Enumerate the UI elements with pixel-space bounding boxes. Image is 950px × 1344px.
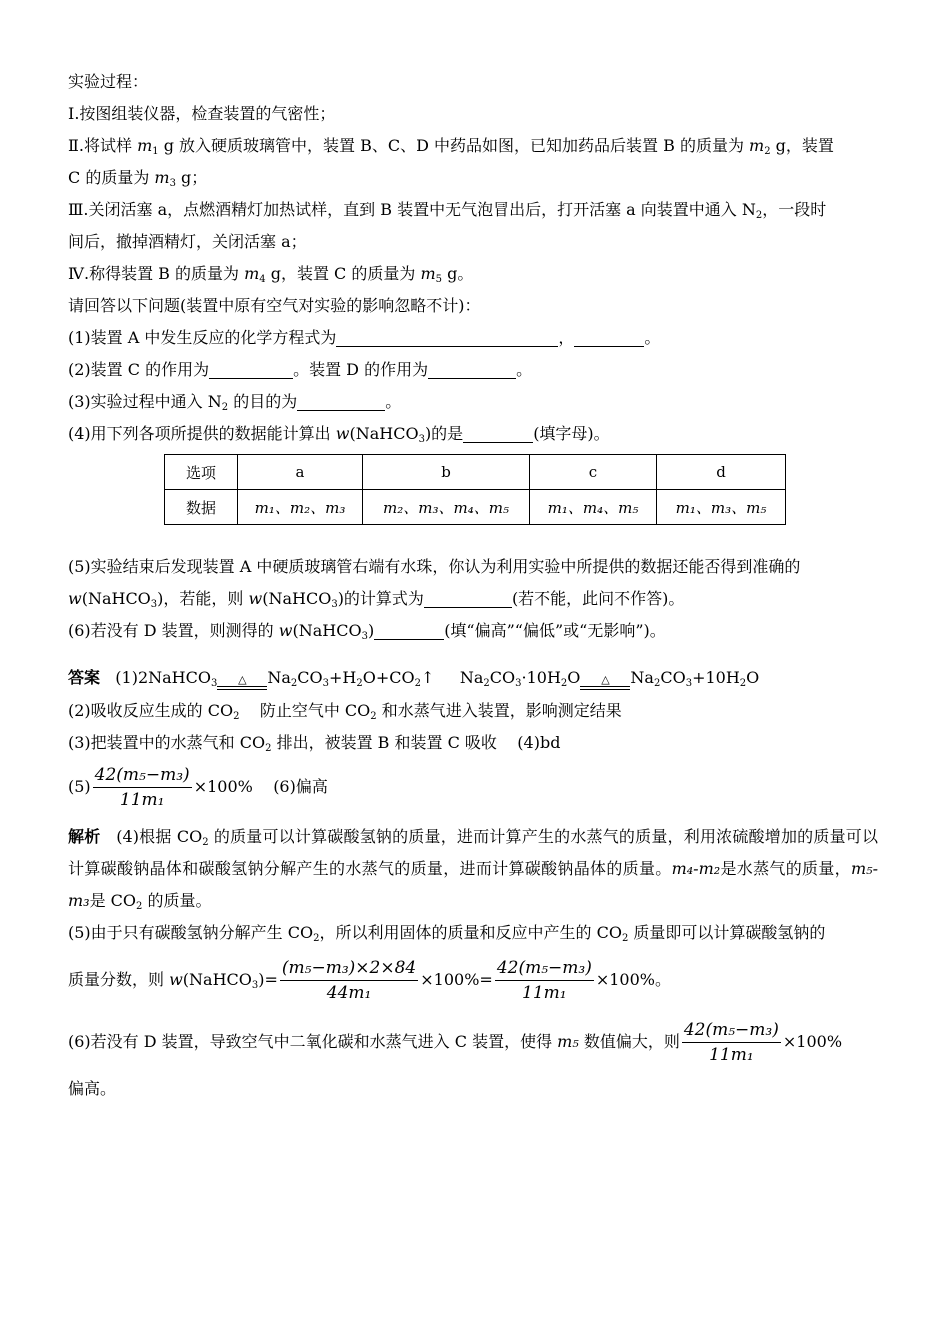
answer-blank (428, 360, 516, 379)
table-cell: m₁、m₃、m₅ (657, 490, 786, 525)
answer-blank (574, 328, 644, 347)
procedure-step-3: Ⅲ.关闭活塞 a，点燃酒精灯加热试样，直到 B 装置中无气泡冒出后，打开活塞 a 向装置中通入 $N_2$，一段时 (68, 200, 827, 221)
procedure-step-1: Ⅰ.按图组装仪器，检查装置的气密性； (68, 104, 336, 123)
question-2: (2)装置 C 的作用为 。装置 D 的作用为 。 (68, 360, 533, 379)
fraction: $\frac{\text{42(m₅−m₃)}}{\text{11m₁}}$ (683, 1020, 779, 1065)
fraction: $\frac{\text{42(m₅−m₃)}}{\text{11m₁}}$ (496, 958, 592, 1003)
answer-blank (374, 621, 444, 640)
answer-1: 答案 (1)2NaHCO$_3$ △ $Na_2CO_3+H_2O+CO_2↑$ $Na_2CO_3\cdot 10H_2O$ △ $Na_2CO_3+10H_2O$ (68, 668, 760, 689)
heat-condition-sign: △ (217, 674, 267, 690)
table-header-cell: c (530, 455, 657, 490)
analysis-4: 解析 (4)根据 $CO_2$ 的质量可以计算碳酸氢钠的质量，进而计算产生的水蒸气的质量，利用浓硫酸增加的质量可以计算碳酸钠晶体和碳酸氢钠分解产生的水蒸气的质量，进而计算碳酸钠晶体的质量。m₄-m₂是水蒸气的质量，m₅-m₃是 $CO_2$ 的质量。 (68, 827, 878, 912)
analysis-label: 解析 (68, 827, 101, 846)
answer-blank (297, 392, 385, 411)
analysis-6: (6)若没有 D 装置，导致空气中二氧化碳和水蒸气进入 C 装置，使得 m₅ 数值偏大，则 $\frac{\text{42(m₅−m₃)}}{\text{11m₁}}$ ×100% (68, 1020, 843, 1065)
procedure-heading: 实验过程： (68, 72, 149, 91)
procedure-step-2-cont: C 的质量为 $m_3$ g； (68, 168, 208, 189)
answer-blank (424, 589, 512, 608)
table-cell: 数据 (165, 490, 238, 525)
question-5: (5)实验结束后发现装置 A 中硬质玻璃管右端有水珠，你认为利用实验中所提供的数据还能否得到准确的 (68, 557, 801, 576)
table-header-cell: a (238, 455, 363, 490)
table-header-cell: b (363, 455, 530, 490)
table-row (165, 455, 786, 490)
document-page (68, 66, 878, 1105)
heat-condition-sign: △ (580, 674, 630, 690)
answer-blank (463, 424, 533, 443)
table-cell: m₂、m₃、m₄、m₅ (363, 490, 530, 525)
answer-blank (336, 328, 558, 347)
table-header-cell: 选项 (165, 455, 238, 490)
options-table (164, 454, 786, 525)
table-cell: m₁、m₄、m₅ (530, 490, 657, 525)
question-5-cont: w(NaHCO$_3$)，若能，则 w(NaHCO$_3$)的计算式为 (若不能，此问不作答)。 (68, 589, 685, 610)
analysis-5-formula: 质量分数，则 w(NaHCO$_3$)= $\frac{\text{(m₅−m₃)×2×84}}{\text{44m₁}}$ ×100%= $\frac{\text{42(m₅−m₃)}}{\text{11m₁}}$ ×100%。 (68, 958, 671, 1003)
table-header-cell: d (657, 455, 786, 490)
question-1: (1)装置 A 中发生反应的化学方程式为 ， 。 (68, 328, 661, 347)
table-row (165, 490, 786, 525)
procedure-step-3-cont: 间后，撤掉酒精灯，关闭活塞 a； (68, 232, 307, 251)
answer-3: (3)把装置中的水蒸气和 $CO_2$ 排出，被装置 B 和装置 C 吸收 (4)bd (68, 733, 561, 754)
fraction: $\frac{\text{(m₅−m₃)×2×84}}{\text{44m₁}}$ (281, 958, 417, 1003)
analysis-6-cont: 偏高。 (68, 1079, 117, 1098)
procedure-step-2: Ⅱ.将试样 $m_1$ g 放入硬质玻璃管中，装置 B、C、D 中药品如图，已知加药品后装置 B 的质量为 $m_2$ g，装置 (68, 136, 834, 157)
analysis-5: (5)由于只有碳酸氢钠分解产生 $CO_2$，所以利用固体的质量和反应中产生的 $CO_2$ 质量即可以计算碳酸氢钠的 (68, 923, 826, 944)
answer-label: 答案 (68, 668, 101, 687)
answer-2: (2)吸收反应生成的 $CO_2$ 防止空气中 $CO_2$ 和水蒸气进入装置，影响测定结果 (68, 701, 622, 722)
answer-5-6: (5) $\frac{\text{42(m₅−m₃)}}{\text{11m₁}}$ ×100% (6)偏高 (68, 765, 328, 810)
question-3: (3)实验过程中通入 $N_2$ 的目的为 。 (68, 392, 402, 413)
procedure-step-4: Ⅳ.称得装置 B 的质量为 $m_4$ g，装置 C 的质量为 $m_5$ g。 (68, 264, 474, 285)
questions-intro: 请回答以下问题(装置中原有空气对实验的影响忽略不计)： (68, 296, 481, 315)
fraction: $\frac{\text{42(m₅−m₃)}}{\text{11m₁}}$ (94, 765, 190, 810)
table-cell: m₁、m₂、m₃ (238, 490, 363, 525)
question-4: (4)用下列各项所提供的数据能计算出 w(NaHCO$_3$)的是 (填字母)。 (68, 424, 610, 445)
answer-blank (209, 360, 293, 379)
question-6: (6)若没有 D 装置，则测得的 w(NaHCO$_3$) (填“偏高”“偏低”或“无影响”)。 (68, 621, 666, 642)
